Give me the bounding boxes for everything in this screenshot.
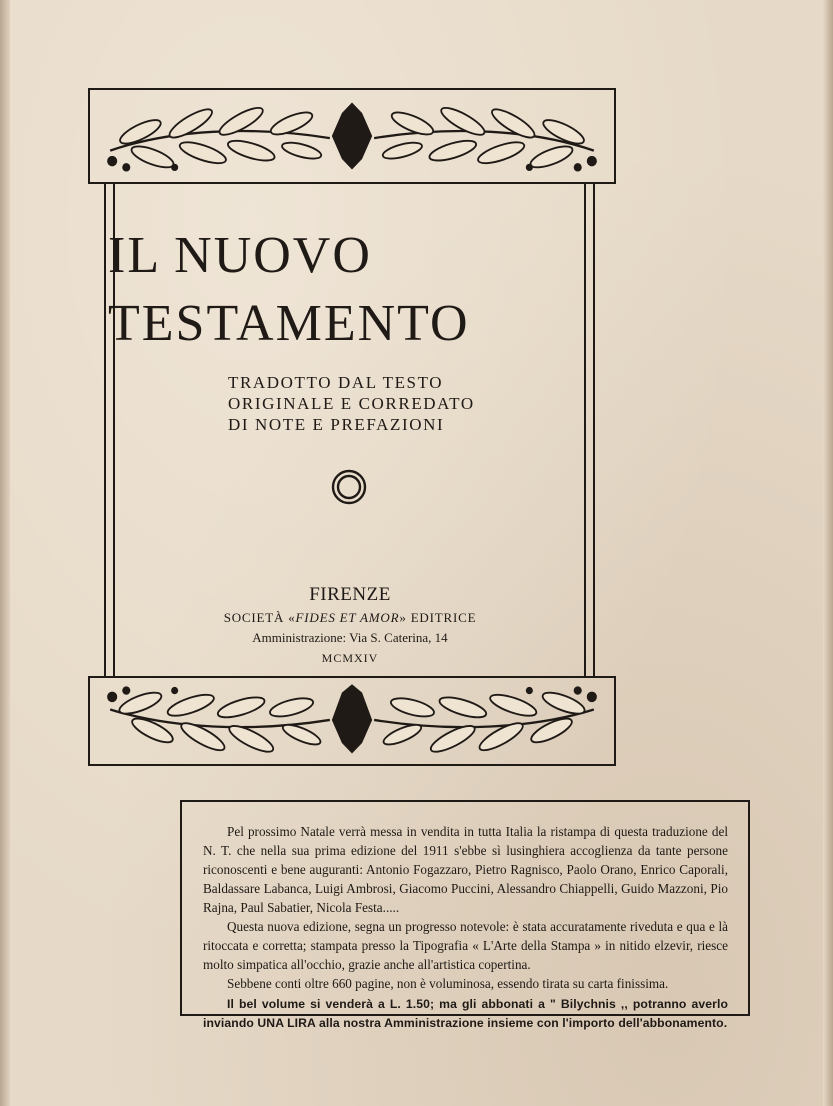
- book-title-line-2: TESTAMENTO: [108, 295, 470, 352]
- subtitle: [228, 372, 528, 435]
- notice-paragraph-3: Sebbene conti oltre 660 pagine, non è voluminosa, essendo tirata su carta finissima.: [227, 976, 669, 991]
- page-edge-left: [0, 0, 10, 1106]
- subtitle-line-3: DI NOTE E PREFAZIONI: [228, 415, 445, 434]
- imprint-administration: Amministrazione: Via S. Caterina, 14: [252, 630, 448, 645]
- frame-rail-right-outer: [593, 182, 595, 676]
- bottom-laurel-band: [88, 676, 616, 766]
- laurel-garland-icon: [90, 90, 614, 182]
- notice-paragraph-2: Questa nuova edizione, segna un progresso notevole: è stata accuratamente riveduta e qua e là ritoccata e corretta; stampata presso la Tipografia « L'Arte della Stampa » in nitido elzevir, riesce molto simpatica all'occhio, grazie anche all'artistica copertina.: [203, 919, 728, 972]
- double-ring-icon: [330, 468, 368, 506]
- laurel-garland-icon: [90, 678, 614, 764]
- publisher-name: FIDES ET AMOR: [295, 610, 400, 625]
- imprint: [200, 584, 500, 668]
- frame-rail-left-outer: [104, 182, 106, 676]
- imprint-publisher: [200, 608, 500, 628]
- publisher-suffix: » EDITRICE: [399, 610, 477, 625]
- publisher-prefix: SOCIETÀ «: [223, 610, 296, 625]
- notice-box: [180, 800, 750, 1030]
- top-laurel-band: [88, 88, 616, 184]
- imprint-year: MCMXIV: [321, 651, 379, 665]
- notice-price-announcement: Il bel volume si venderà a L. 1.50; ma gli abbonati a " Bilychnis ,, potranno averlo inviando UNA LIRA alla nostra Amministrazione insieme con l'importo dell'abbonamento.: [203, 997, 728, 1030]
- book-title-line-1: IL NUOVO: [108, 227, 372, 284]
- imprint-city: FIRENZE: [309, 584, 391, 605]
- frame-rail-right-inner: [584, 182, 586, 676]
- subtitle-line-2: ORIGINALE E CORREDATO: [228, 394, 475, 413]
- notice-paragraph-1: Pel prossimo Natale verrà messa in vendita in tutta Italia la ristampa di questa traduzione del N. T. che nella sua prima edizione del 1911 s'ebbe sì lusinghiera accoglienza da tante persone riconoscenti e bene auguranti: Antonio Fogazzaro, Pietro Ragnisco, Paolo Orano, Enrico Caporali, Baldassare Labanca, Luigi Ambrosi, Giacomo Puccini, Alessandro Chiappelli, Guido Mazzoni, Pio Rajna, Paul Sabatier, Nicola Festa.....: [203, 824, 728, 915]
- book-title: [108, 222, 538, 358]
- subtitle-line-1: TRADOTTO DAL TESTO: [228, 373, 444, 392]
- page-edge-right: [823, 0, 833, 1106]
